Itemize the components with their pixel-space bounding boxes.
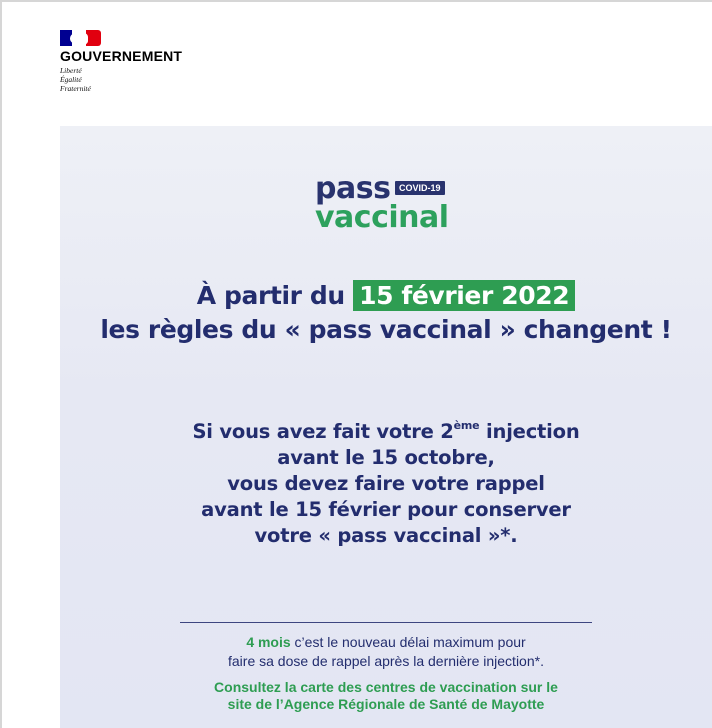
body-message bbox=[60, 413, 712, 549]
footer-link-line-1[interactable]: Consultez la carte des centres de vaccination sur le bbox=[214, 679, 558, 695]
footer-link[interactable] bbox=[60, 679, 712, 713]
government-logo bbox=[60, 30, 182, 93]
body-line-1-sup: ème bbox=[453, 419, 480, 432]
footer-text-1: c’est le nouveau délai maximum pour bbox=[290, 634, 526, 650]
body-line-2: avant le 15 octobre, bbox=[277, 446, 495, 469]
body-line-1b: injection bbox=[479, 420, 580, 443]
footer-note-line-2: faire sa dose de rappel après la dernière injection*. bbox=[228, 653, 544, 669]
motto-liberte: Liberté bbox=[60, 66, 82, 75]
divider-rule bbox=[180, 622, 592, 623]
body-line-1a: Si vous avez fait votre 2 bbox=[192, 420, 454, 443]
footer-link-line-2[interactable]: site de l’Agence Régionale de Santé de Mayotte bbox=[227, 696, 545, 712]
headline-line-1 bbox=[60, 279, 712, 313]
poster-card bbox=[60, 126, 712, 728]
headline-prefix: À partir du bbox=[196, 281, 345, 310]
footer-note-line-1 bbox=[60, 633, 712, 652]
pass-vaccinal-logo bbox=[315, 171, 465, 236]
republic-motto bbox=[60, 66, 182, 93]
motto-egalite: Égalité bbox=[60, 75, 82, 84]
headline-date-highlight: 15 février 2022 bbox=[353, 280, 575, 311]
logo-vaccinal-word: vaccinal bbox=[315, 200, 449, 235]
motto-fraternite: Fraternité bbox=[60, 84, 91, 93]
headline-line-2: les règles du « pass vaccinal » changent ! bbox=[100, 315, 672, 344]
marianne-flag-icon bbox=[60, 30, 104, 46]
body-line-3: vous devez faire votre rappel bbox=[227, 472, 545, 495]
government-name: GOUVERNEMENT bbox=[60, 48, 183, 64]
body-line-4: avant le 15 février pour conserver bbox=[201, 498, 571, 521]
body-line-1 bbox=[60, 413, 712, 445]
footer-highlight: 4 mois bbox=[246, 634, 291, 650]
covid-badge: COVID-19 bbox=[395, 181, 445, 195]
footer-note bbox=[60, 633, 712, 671]
logo-pass-word: pass bbox=[315, 171, 391, 206]
body-line-5: votre « pass vaccinal »*. bbox=[254, 524, 518, 547]
